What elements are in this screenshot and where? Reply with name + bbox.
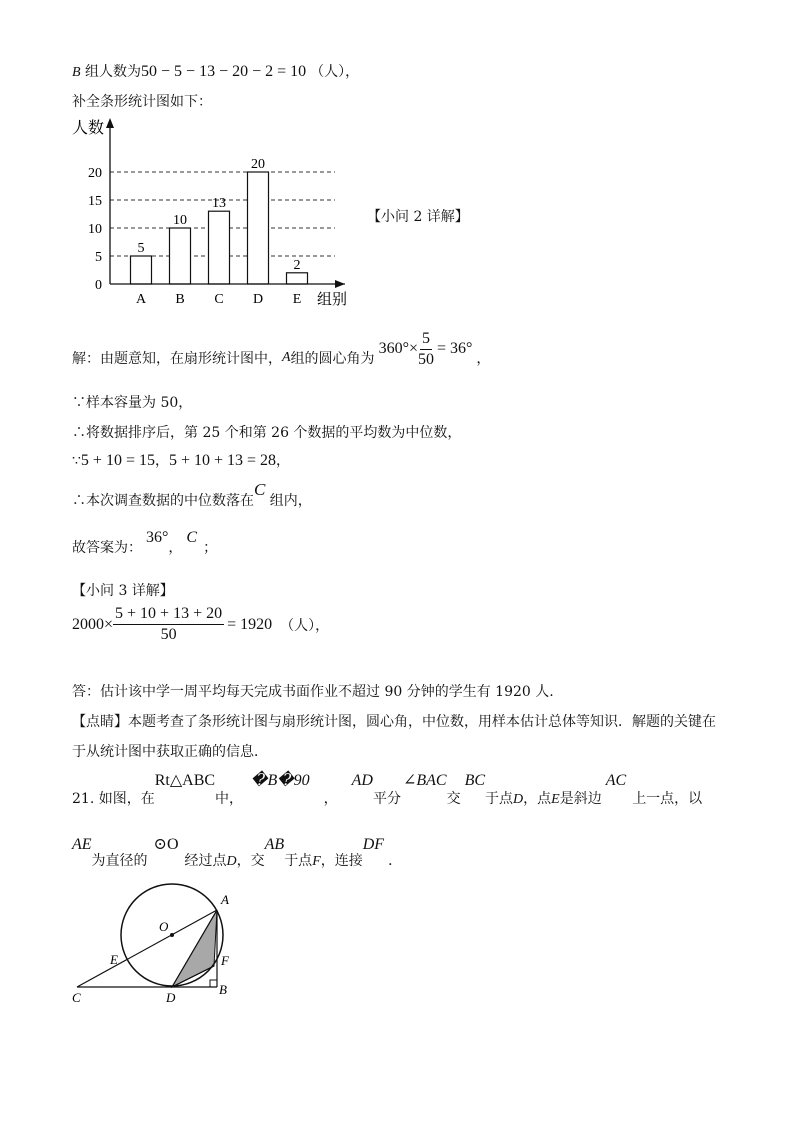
central-angle-line: 解：由题意知，在扇形统计图中， A 组的圆心角为 360°× $\frac{5}{50}$ = 36° ， — [72, 329, 491, 368]
x-tick-label: A — [135, 292, 147, 307]
bar-value-label: 13 — [212, 196, 226, 212]
complete-chart-line: 补全条形统计图如下： — [72, 94, 212, 110]
y-tick-label: 0 — [95, 278, 102, 293]
x-tick-label: B — [175, 292, 185, 307]
answer-line-q2: 故答案为：36°，C； — [72, 529, 218, 556]
q2-heading: 【小问 2 详解】 — [367, 209, 469, 225]
bar-C — [209, 211, 230, 284]
y-tick-label: 20 — [88, 166, 102, 181]
y-tick-label: 10 — [88, 222, 102, 237]
comment-line-2: 于从统计图中获取正确的信息． — [72, 744, 268, 760]
chart-bars — [131, 157, 308, 284]
x-tick-label: D — [252, 292, 264, 307]
y-tick-label: 5 — [95, 250, 102, 265]
comment-line-1: 【点睛】本题考查了条形统计图与扇形统计图，圆心角，中位数，用样本估计总体等知识．解题的关键在 — [72, 714, 716, 730]
bar-B — [170, 228, 191, 284]
q21-line-1: 21. 如图，在Rt△ABC中，�B�90，AD平分∠BAC交BC于点D，点E是斜边AC上一点，以 — [72, 772, 703, 807]
y-tick-label: 15 — [88, 194, 102, 209]
q21-line-2: AE为直径的⊙O经过点D，交AB于点F，连接DF． — [72, 836, 403, 869]
bar-A — [131, 256, 152, 284]
x-axis-title: 组别 — [317, 290, 348, 308]
label-f: F — [221, 953, 229, 968]
label-o: O — [159, 919, 169, 934]
bar-value-label: 10 — [173, 213, 187, 228]
label-d: D — [166, 990, 176, 1005]
label-b: B — [219, 982, 227, 997]
q3-formula-line: 2000× $\frac{5 + 10 + 13 + 20}{50}$ = 1920 （人）， — [72, 605, 330, 643]
sample-size-line: ∵样本容量为 50， — [72, 395, 193, 411]
right-angle-mark — [210, 980, 217, 987]
y-axis-title: 人数 — [72, 118, 105, 137]
x-tick-label: C — [214, 292, 224, 307]
median-position-line: ∴将数据排序后，第 25 个和第 26 个数据的平均数为中位数， — [72, 425, 462, 441]
bar-chart — [60, 112, 360, 312]
median-group-line: ∴本次调查数据的中位数落在C 组内， — [72, 480, 312, 509]
cumulative-sums-line: ∵5 + 10 = 15，5 + 10 + 13 = 28， — [72, 452, 291, 469]
y-axis-arrow — [106, 118, 114, 128]
x-tick-label: E — [292, 292, 302, 307]
center-dot — [170, 933, 174, 937]
b-group-count-line: B 组人数为50 − 5 − 13 − 20 − 2 = 10 （人）， — [72, 63, 360, 80]
central-angle-formula: 360°× $\frac{5}{50}$ = 36° — [378, 329, 473, 368]
label-c: C — [72, 990, 81, 1005]
q3-answer-line: 答：估计该中学一周平均每天完成书面作业不超过 90 分钟的学生有 1920 人. — [72, 684, 554, 700]
bar-value-label: 5 — [137, 241, 145, 256]
label-a: A — [221, 892, 229, 907]
geometry-figure — [60, 880, 260, 1020]
bar-value-label: 20 — [251, 157, 265, 172]
bar-value-label: 2 — [293, 257, 301, 273]
bar-E — [287, 273, 308, 284]
x-axis-arrow — [335, 280, 345, 288]
q3-heading: 【小问 3 详解】 — [72, 583, 174, 599]
bar-D — [248, 172, 269, 284]
label-e: E — [110, 952, 118, 967]
